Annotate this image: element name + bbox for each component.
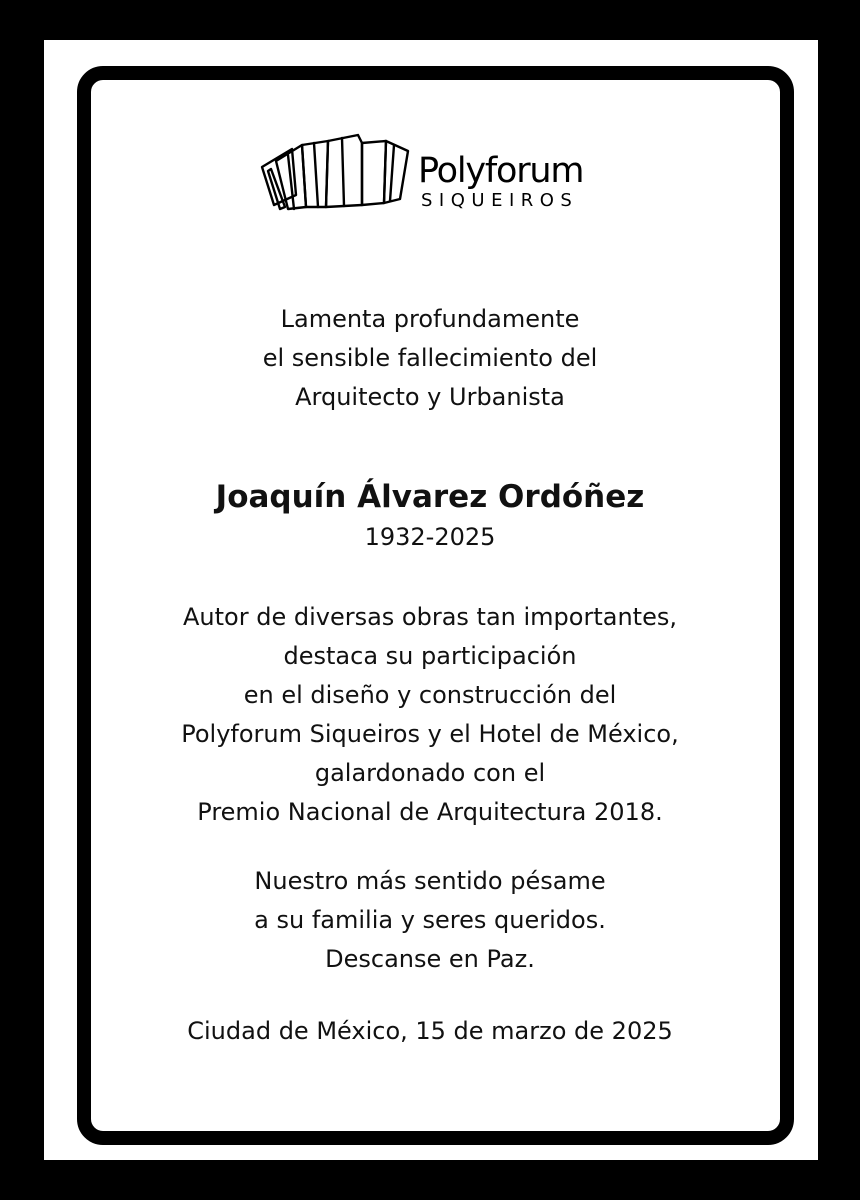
intro-line: Lamenta profundamente <box>280 305 580 333</box>
intro-line: el sensible fallecimiento del <box>262 344 598 372</box>
deceased-name: Joaquín Álvarez Ordóñez <box>215 479 645 515</box>
polyforum-logo <box>258 133 603 215</box>
closing-text <box>120 1012 740 1051</box>
tribute-line: destaca su participación <box>283 642 577 670</box>
condolence-line: a su familia y seres queridos. <box>254 906 606 934</box>
condolences-text <box>120 862 740 979</box>
polyforum-building-icon <box>258 133 418 215</box>
condolence-line: Descanse en Paz. <box>325 945 535 973</box>
tribute-line: en el diseño y construcción del <box>243 681 617 709</box>
condolence-line: Nuestro más sentido pésame <box>254 867 606 895</box>
intro-line: Arquitecto y Urbanista <box>295 383 565 411</box>
tribute-line: galardonado con el <box>314 759 546 787</box>
tribute-line: Polyforum Siqueiros y el Hotel de México, <box>181 720 679 748</box>
logo-subtitle: SIQUEIROS <box>421 190 579 211</box>
place-date: Ciudad de México, 15 de marzo de 2025 <box>187 1017 673 1045</box>
tribute-line: Autor de diversas obras tan importantes, <box>183 603 677 631</box>
tribute-line: Premio Nacional de Arquitectura 2018. <box>197 798 663 826</box>
logo-wordmark: Polyforum <box>418 151 584 191</box>
deceased-years: 1932-2025 <box>364 523 496 551</box>
tribute-text <box>120 598 740 832</box>
intro-text <box>120 300 740 417</box>
